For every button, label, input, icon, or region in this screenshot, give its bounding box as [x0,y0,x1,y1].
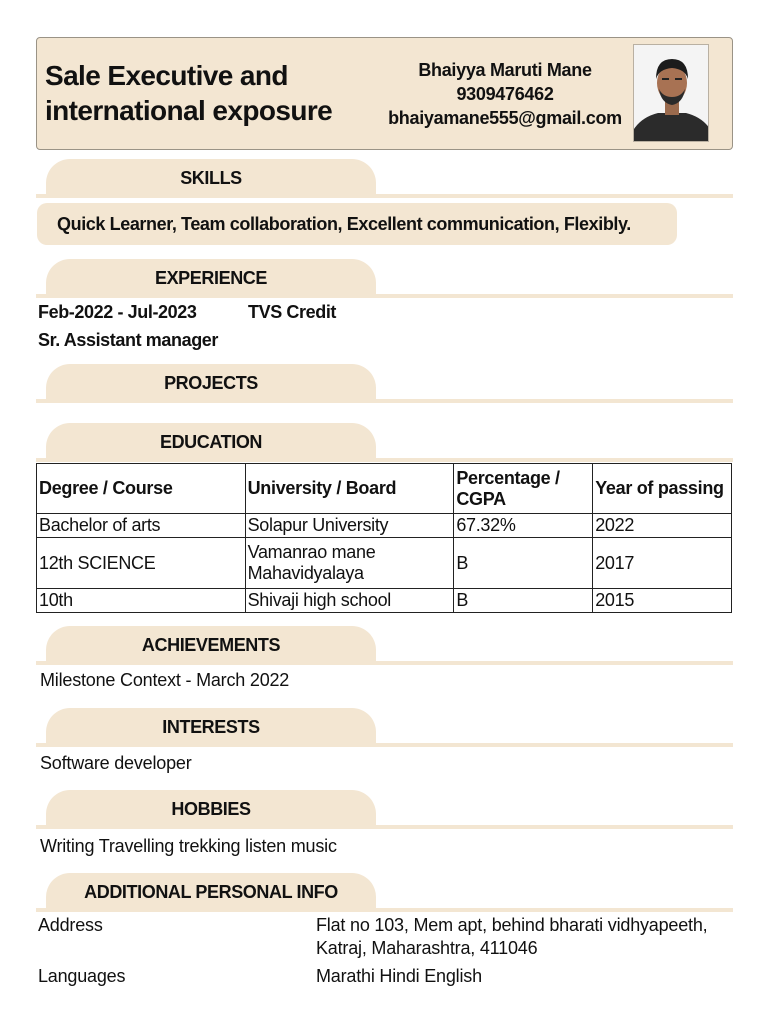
section-divider [36,743,733,747]
profile-photo [633,44,709,142]
section-divider [36,825,733,829]
email-address: bhaiyamane555@gmail.com [388,108,622,128]
achievement-item: Milestone Context - March 2022 [40,670,290,690]
section-heading-hobbies: HOBBIES [46,790,376,828]
hobbies-item: Writing Travelling trekking listen music [40,836,337,856]
resume-header [36,37,733,150]
table-row [37,514,732,538]
interest-item: Software developer [40,753,192,773]
section-divider [36,908,733,912]
header-university: University / Board [245,464,454,514]
table-cell: 12th SCIENCE [37,538,246,589]
languages-value: Marathi Hindi English [316,966,482,986]
table-row [37,589,732,613]
table-cell: B [454,589,593,613]
table-row [37,538,732,589]
section-heading-education: EDUCATION [46,423,376,461]
section-divider [36,661,733,665]
table-cell: 2017 [593,538,732,589]
table-cell: 2022 [593,514,732,538]
table-cell: Solapur University [245,514,454,538]
education-table-header-row [37,464,732,514]
languages-label: Languages [38,966,126,986]
candidate-name: Bhaiyya Maruti Mane [418,60,592,80]
profile-photo-image [634,45,709,142]
section-heading-projects: PROJECTS [46,364,376,402]
resume-title: Sale Executive and international exposure [45,60,333,126]
experience-period: Feb-2022 - Jul-2023 [38,302,197,322]
section-heading-experience: EXPERIENCE [46,259,376,297]
contact-block [377,58,633,130]
experience-company: TVS Credit [248,302,337,322]
table-cell: 10th [37,589,246,613]
experience-role: Sr. Assistant manager [38,330,219,350]
table-cell: Shivaji high school [245,589,454,613]
table-cell: Vamanrao mane Mahavidyalaya [245,538,454,589]
section-divider [36,294,733,298]
table-cell: Bachelor of arts [37,514,246,538]
section-heading-additional-info: ADDITIONAL PERSONAL INFO [46,873,376,911]
section-divider [36,194,733,198]
header-year: Year of passing [593,464,732,514]
section-heading-achievements: ACHIEVEMENTS [46,626,376,664]
table-cell: 2015 [593,589,732,613]
section-divider [36,399,733,403]
header-percentage: Percentage / CGPA [454,464,593,514]
address-value: Flat no 103, Mem apt, behind bharati vidhyapeeth, Katraj, Maharashtra, 411046 [316,915,708,958]
education-table [36,463,732,613]
section-divider [36,458,733,462]
table-cell: B [454,538,593,589]
section-heading-interests: INTERESTS [46,708,376,746]
header-degree: Degree / Course [37,464,246,514]
section-heading-skills: SKILLS [46,159,376,197]
table-cell: 67.32% [454,514,593,538]
address-label: Address [38,915,103,935]
phone-number: 9309476462 [456,84,554,104]
skills-list: Quick Learner, Team collaboration, Excellent communication, Flexibly. [37,203,677,245]
